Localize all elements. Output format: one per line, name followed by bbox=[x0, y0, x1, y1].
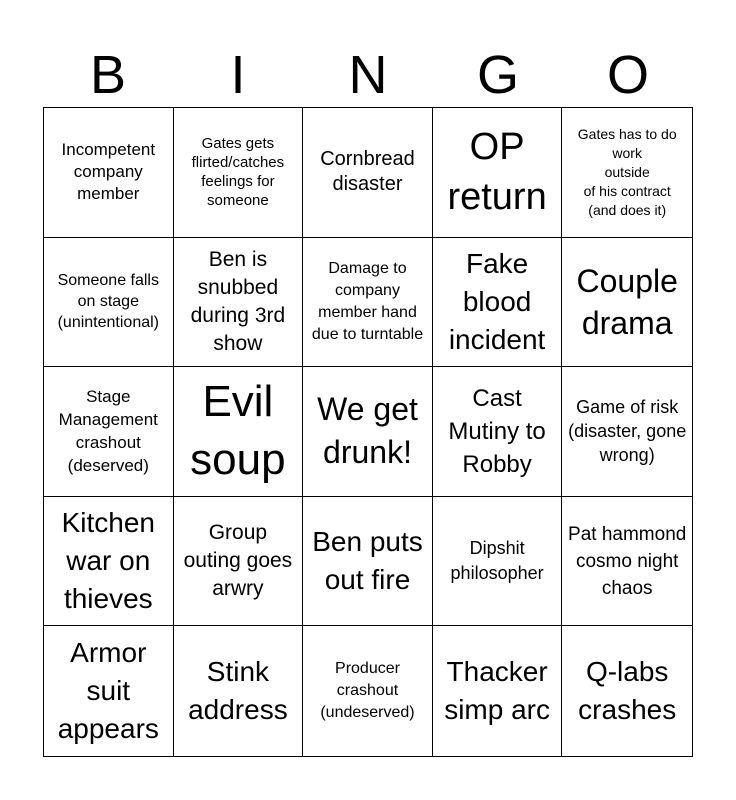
bingo-cell[interactable] bbox=[433, 238, 563, 368]
cell-text: Incompetent company member bbox=[61, 140, 156, 204]
bingo-cell[interactable] bbox=[174, 108, 304, 238]
header-letter-n: N bbox=[348, 45, 388, 105]
header-letter-b: B bbox=[89, 45, 127, 105]
cell-text: Fake blood incident bbox=[448, 247, 546, 355]
bingo-cell[interactable] bbox=[44, 626, 174, 756]
cell-text: Dipshit philosopher bbox=[450, 538, 544, 584]
bingo-cell[interactable] bbox=[433, 108, 563, 238]
cell-text: Ben is snubbed during 3rd show bbox=[190, 247, 286, 355]
bingo-cell[interactable] bbox=[433, 626, 563, 756]
cell-text: Stink address bbox=[188, 656, 288, 726]
bingo-cell[interactable] bbox=[433, 367, 563, 497]
bingo-cell[interactable] bbox=[303, 626, 433, 756]
bingo-header bbox=[43, 44, 693, 106]
bingo-cell[interactable] bbox=[174, 497, 304, 627]
cell-text: Evil soup bbox=[190, 377, 286, 485]
bingo-cell[interactable] bbox=[562, 238, 692, 368]
cell-text: Kitchen war on thieves bbox=[61, 507, 155, 615]
cell-text: We get drunk! bbox=[317, 391, 418, 471]
cell-text: Ben puts out fire bbox=[312, 526, 423, 596]
cell-text: Q-labs crashes bbox=[578, 656, 677, 726]
cell-text: Pat hammond cosmo night chaos bbox=[568, 523, 687, 599]
bingo-cell[interactable] bbox=[562, 626, 692, 756]
cell-text: Game of risk (disaster, gone wrong) bbox=[568, 397, 687, 466]
bingo-board bbox=[43, 107, 693, 757]
cell-text: Producer crashout (undeserved) bbox=[320, 660, 415, 722]
bingo-cell[interactable] bbox=[562, 108, 692, 238]
header-letter-g: G bbox=[476, 45, 519, 105]
bingo-cell[interactable] bbox=[562, 497, 692, 627]
bingo-cell[interactable] bbox=[44, 238, 174, 368]
bingo-cell[interactable] bbox=[303, 108, 433, 238]
cell-text: Damage to company member hand due to turntable bbox=[311, 259, 424, 343]
cell-text: Armor suit appears bbox=[57, 637, 159, 745]
cell-text: Stage Management crashout (deserved) bbox=[58, 387, 158, 476]
bingo-cell[interactable] bbox=[44, 108, 174, 238]
bingo-cell[interactable] bbox=[44, 367, 174, 497]
cell-text: Cast Mutiny to Robby bbox=[448, 384, 546, 478]
cell-text: Thacker simp arc bbox=[444, 656, 550, 726]
cell-text: OP return bbox=[447, 126, 547, 219]
bingo-cell[interactable] bbox=[174, 626, 304, 756]
bingo-cell[interactable] bbox=[303, 238, 433, 368]
bingo-cell[interactable] bbox=[433, 497, 563, 627]
cell-text: Someone falls on stage (unintentional) bbox=[57, 272, 159, 332]
cell-text: Cornbread disaster bbox=[320, 148, 415, 196]
header-letter-i: I bbox=[230, 45, 246, 105]
bingo-cell[interactable] bbox=[303, 497, 433, 627]
bingo-cell[interactable] bbox=[303, 367, 433, 497]
cell-text: Gates has to do work outside of his contract (and does it) bbox=[577, 125, 677, 218]
header-letter-o: O bbox=[606, 45, 649, 105]
bingo-cell[interactable] bbox=[174, 238, 304, 368]
cell-text: Group outing goes arwry bbox=[183, 521, 293, 601]
cell-text: Gates gets flirted/catches feelings for someone bbox=[191, 135, 285, 210]
cell-text: Couple drama bbox=[576, 262, 678, 341]
bingo-cell[interactable] bbox=[174, 367, 304, 497]
bingo-cell[interactable] bbox=[44, 497, 174, 627]
bingo-cell[interactable] bbox=[562, 367, 692, 497]
